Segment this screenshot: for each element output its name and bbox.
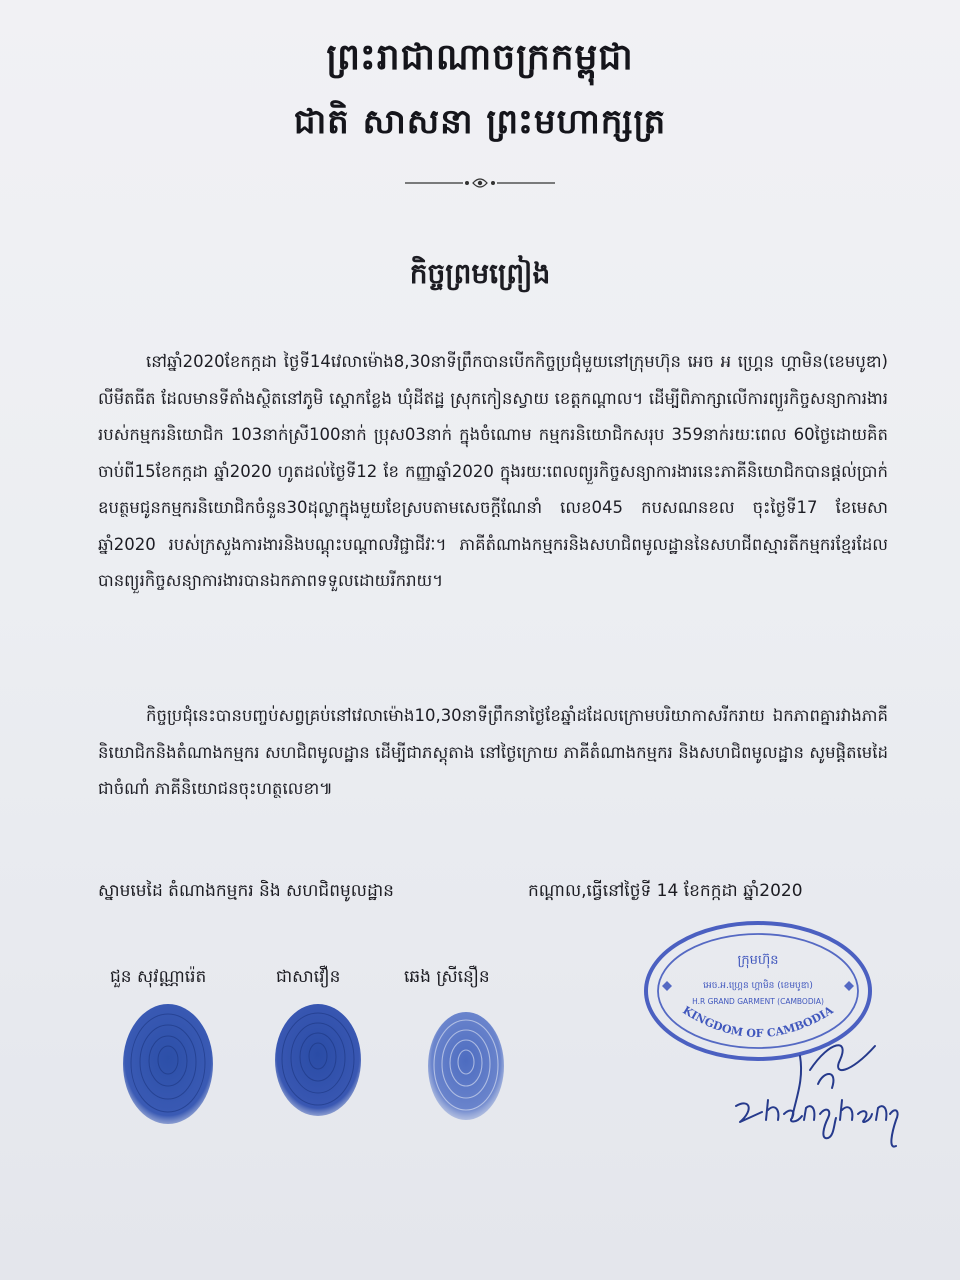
- national-motto: ជាតិ សាសនា ព្រះមហាក្សត្រ: [293, 102, 667, 142]
- signature-scribble-icon: [700, 1000, 900, 1170]
- stamp-company-en: H.R GRAND GARMENT (CAMBODIA): [692, 997, 824, 1006]
- paragraph-meeting-details: [98, 344, 888, 600]
- paragraph-conclusion: [98, 698, 888, 808]
- paragraph-1-text: នៅឆ្នាំ2020ខែកក្កដា ថ្ងៃទី14វេលាម៉ោង8,30នាទីព្រឹកបានបើកកិច្ចប្រជុំមួយនៅក្រុមហ៊ុន អេច អ ហ្គ្រេន ហ្គាមិន(ខេមបូឌា) លីមីតធីត ដែលមានទីតាំងស្ថិតនៅភូមិ ស្ពោកខ្លែង ឃុំដីឥដ្ឋ ស្រុកកៀនស្វាយ ខេត្តកណ្តាល។ ដើម្បីពិភាក្សាលើការព្យួរកិច្ចសន្យាការងាររបស់កម្មករនិយោជិក 103នាក់ស្រី100នាក់ ប្រុស03នាក់ ក្នុងចំណោម កម្មករនិយោជិកសរុប 359នាក់រយៈពេល 60ថ្ងៃដោយគិតចាប់ពី15ខែកក្កដា ឆ្នាំ2020 ហូតដល់ថ្ងៃទី12 ខែ កញ្ញាឆ្នាំ2020 ក្នុងរយៈពេលព្យួរកិច្ចសន្យាការងារនេះភាគីនិយោជិកបានផ្តល់ប្រាក់ឧបត្ថមជូនកម្មករនិយោជិកចំនួន30ដុល្លាក្នុងមួយខែស្របតាមសេចក្តីណែនាំ លេខ045 កបសណនខល ចុះថ្ងៃទី17 ខែមេសា ឆ្នាំ2020 របស់ក្រសួងការងារនិងបណ្តុះបណ្តាលវិជ្ជាជីវៈ។ ភាគីតំណាងកម្មករនិងសហជិពមូលដ្ឋាននៃសហជីពស្មារតីកម្មករខ្មែរដែលបានព្យួរកិច្ចសន្យាការងារបានឯកភាពទទួលដោយរីករាយ។: [98, 352, 888, 590]
- signer-name-3: ឆេង ស្រីនឿន: [404, 967, 490, 987]
- stamp-top-text: ក្រុមហ៊ុន: [737, 953, 779, 968]
- signer-name-1: ជួន សុវណ្ណារ៉េត: [110, 967, 207, 987]
- kingdom-heading: ព្រះរាជាណាចក្រកម្ពុជា: [326, 36, 634, 78]
- stamp-bottom-textpath: KINGDOM OF CAMBODIA: [680, 1003, 836, 1041]
- place-and-date: កណ្តាល,ធ្វើនៅថ្ងៃទី 14 ខែកក្កដា ឆ្នាំ2020: [528, 881, 803, 901]
- ornament-divider-icon: [405, 174, 555, 192]
- thumbprint-caption: ស្នាមមេដៃ តំណាងកម្មករ និង សហជិពមូលដ្ឋាន: [98, 881, 394, 901]
- thumbprint-icon: [118, 1000, 218, 1128]
- thumbprint-icon: [424, 1008, 508, 1124]
- document-title: កិច្ចព្រមព្រៀង: [409, 257, 551, 290]
- paragraph-2-text: កិច្ចប្រជុំនេះបានបញ្ចប់សព្វគ្រប់នៅវេលាម៉ោង10,30នាទីព្រឹកនាថ្ងៃខែឆ្នាំដដែលក្រោមបរិយាកាសរីករាយ ឯកភាពគ្នារវាងភាគីនិយោជិកនិងតំណាងកម្មករ សហជិពមូលដ្ឋាន ដើម្បីជាភស្តុតាង នៅថ្ងៃក្រោយ ភាគីតំណាងកម្មករ និងសហជិពមូលដ្ឋាន សូមផ្តិតមេដៃ ជាចំណាំ ភាគីនិយោជនចុះហត្ថលេខា៕: [98, 706, 888, 798]
- thumbprint-icon: [270, 1000, 366, 1120]
- signature-text: Zhenghong: [710, 1160, 716, 1161]
- stamp-middle-text: អេច.អ.ហ្គ្រេន ហ្គាមិន (ខេមបូឌា): [703, 981, 813, 991]
- signer-name-2: ជាសាវឿន: [276, 967, 341, 987]
